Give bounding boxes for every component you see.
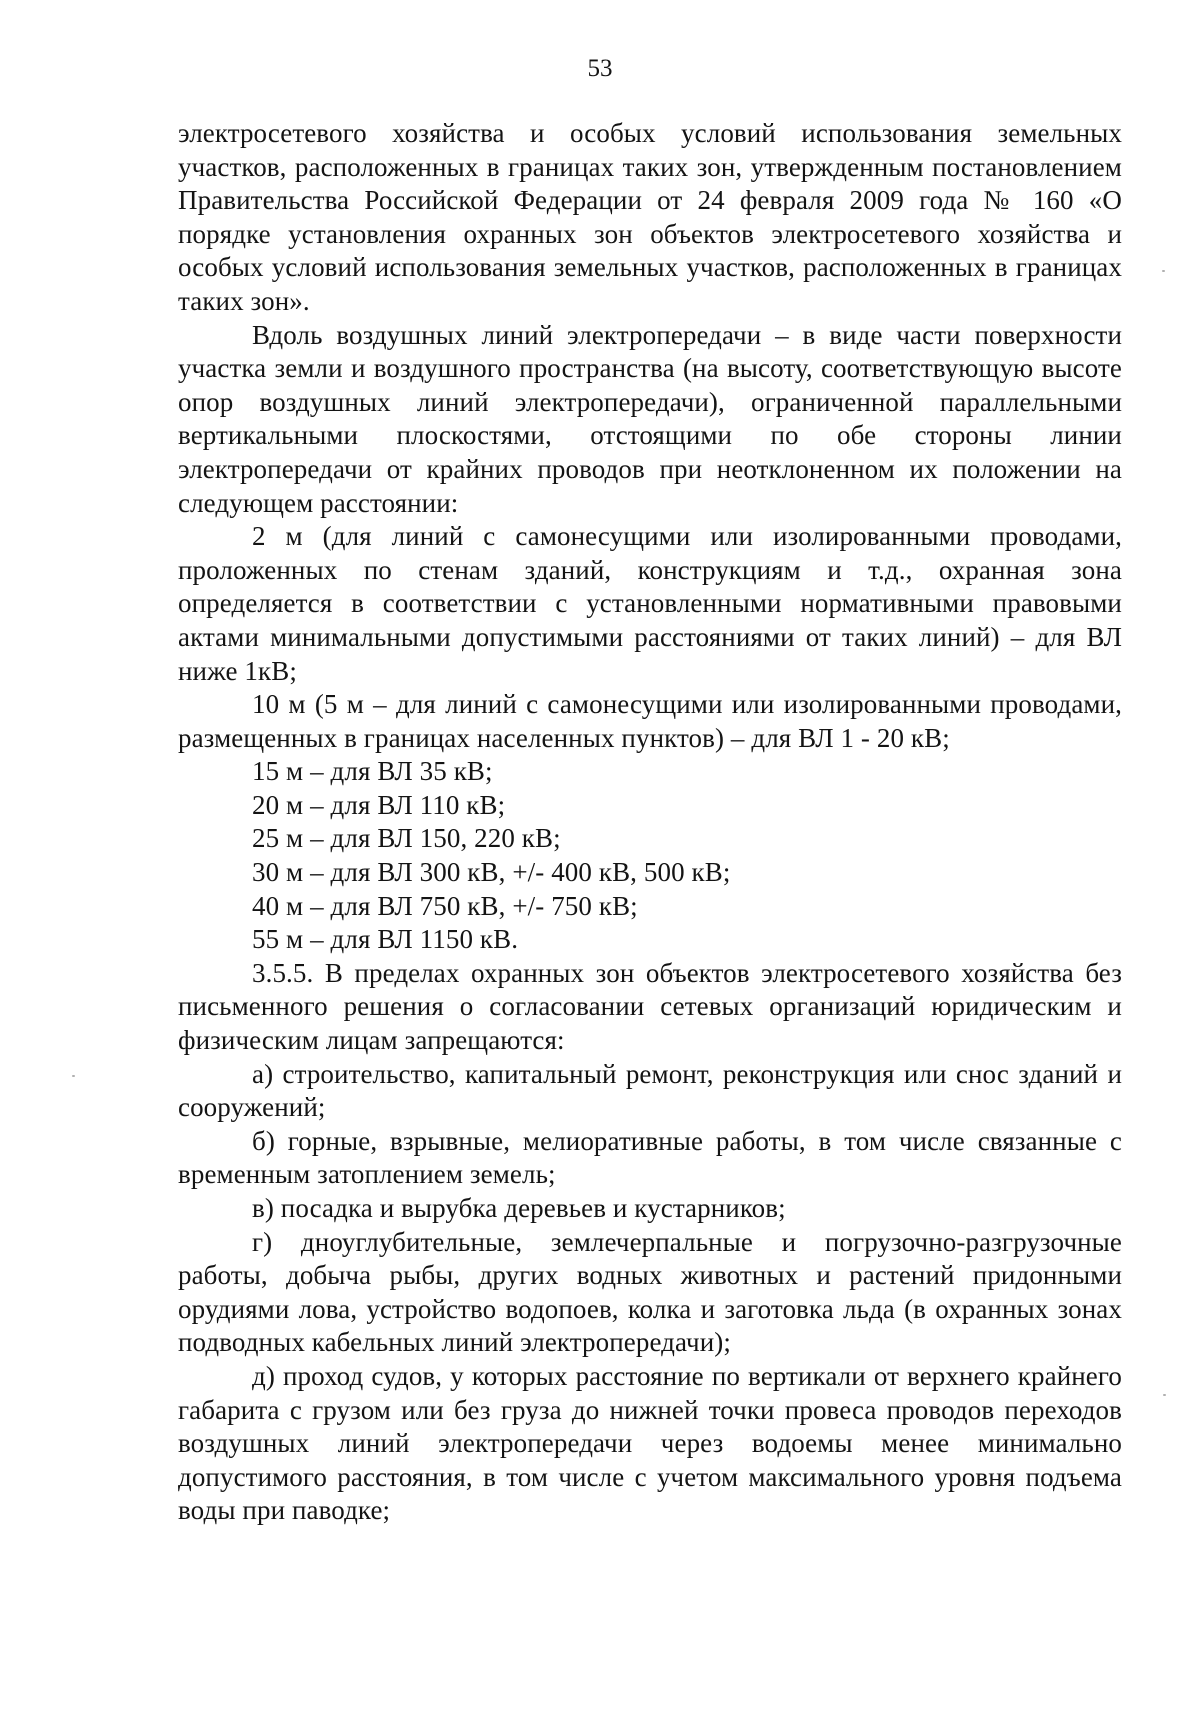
list-item-25m: 25 м – для ВЛ 150, 220 кВ;: [252, 823, 561, 854]
list-item-v: в) посадка и вырубка деревьев и кустарников;: [252, 1193, 786, 1223]
paragraph-distance-2m: 2 м (для линий с самонесущими или изолированными проводами, проложенных по стенам зданий, конструкциям и т.д., охранная зона определяется в соответствии с установленными нормативными правовыми актами минимальными допустимыми расстояниями от таких линий) – для ВЛ ниже 1кВ;: [178, 521, 1122, 686]
list-item-g: г) дноуглубительные, землечерпальные и погрузочно-разгрузочные работы, добыча рыбы, других водных животных и растений придонными орудиями лова, устройство водопоев, колка и заготовка льда (в охранных зонах подводных кабельных линий электропередачи);: [178, 1226, 1122, 1358]
list-item-40m: 40 м – для ВЛ 750 кВ, +/- 750 кВ;: [252, 890, 638, 921]
scan-speck: [1162, 270, 1165, 272]
list-item-b: б) горные, взрывные, мелиоративные работы, в том числе связанные с временным затоплением земель;: [178, 1125, 1122, 1190]
list-item-30m: 30 м – для ВЛ 300 кВ, +/- 400 кВ, 500 кВ;: [252, 857, 731, 888]
list-item-d: д) проход судов, у которых расстояние по вертикали от верхнего крайнего габарита с грузом или без груза до нижней точки провеса проводов переходов воздушных линий электропередачи через водоемы менее минимально допустимого расстояния, в том числе с учетом максимального уровня подъема воды при паводке;: [178, 1360, 1122, 1526]
list-item-a: а) строительство, капитальный ремонт, реконструкция или снос зданий и сооружений;: [178, 1058, 1122, 1123]
scan-speck: [1163, 1394, 1166, 1396]
paragraph-overhead-lines: Вдоль воздушных линий электропередачи – в виде части поверхности участка земли и воздушного пространства (на высоту, соответствующую высоте опор воздушных линий электропередачи), ограниченной параллельными вертикальными плоскостями, отстоящими по обе стороны линии электропередачи от крайних проводов при неотклоненном их положении на следующем расстоянии:: [178, 319, 1122, 518]
page-number: 53: [587, 55, 613, 82]
list-item-20m: 20 м – для ВЛ 110 кВ;: [252, 789, 506, 820]
document-body: [178, 117, 1122, 1528]
list-item-55m: 55 м – для ВЛ 1150 кВ.: [252, 924, 519, 955]
paragraph-distance-10m: 10 м (5 м – для линий с самонесущими или изолированными проводами, размещенных в границах населенных пунктов) – для ВЛ 1 - 20 кВ;: [178, 689, 1122, 753]
paragraph-section-3-5-5: 3.5.5. В пределах охранных зон объектов электросетевого хозяйства без письменного решения о согласовании сетевых организаций юридическим и физическим лицам запрещаются:: [178, 957, 1122, 1056]
paragraph-continuation: электросетевого хозяйства и особых условий использования земельных участков, расположенных в границах таких зон, утвержденным постановлением Правительства Российской Федерации от 24 февраля 2009 года № 160 «О порядке установления охранных зон объектов электросетевого хозяйства и особых условий использования земельных участков, расположенных в границах таких зон».: [178, 118, 1122, 316]
scan-speck: [72, 1075, 75, 1077]
list-item-15m: 15 м – для ВЛ 35 кВ;: [252, 756, 493, 787]
